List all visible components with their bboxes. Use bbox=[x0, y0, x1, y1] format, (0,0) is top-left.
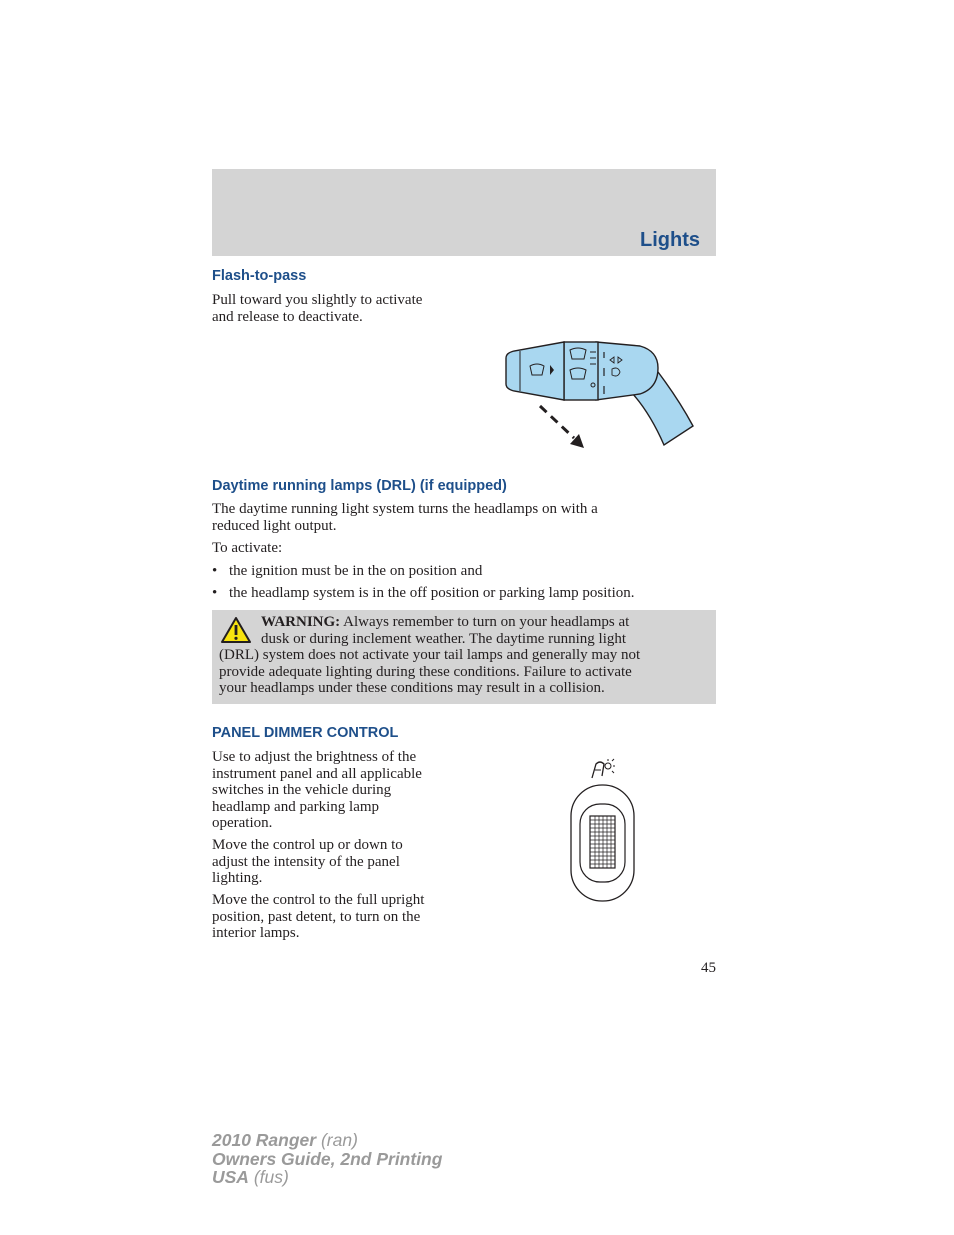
warning-label: WARNING: bbox=[261, 614, 341, 630]
panel-dimmer-text-3 bbox=[212, 892, 424, 942]
text-line: (DRL) system does not activate your tail lamps and generally may not bbox=[219, 647, 641, 664]
text-line: adjust the intensity of the panel bbox=[212, 853, 400, 870]
panel-dimmer-wheel-illustration bbox=[566, 756, 640, 906]
text-line: reduced light output. bbox=[212, 517, 337, 534]
text-line: instrument panel and all applicable bbox=[212, 765, 422, 782]
flash-to-pass-heading: Flash-to-pass bbox=[212, 268, 307, 284]
drl-heading: Daytime running lamps (DRL) (if equipped) bbox=[212, 478, 507, 494]
text-line: position, past detent, to turn on the bbox=[212, 908, 421, 925]
dimmer-light-icon bbox=[592, 759, 615, 778]
panel-dimmer-text-2 bbox=[212, 837, 403, 887]
text-line: headlamp and parking lamp bbox=[212, 798, 380, 815]
text-line: Use to adjust the brightness of the bbox=[212, 749, 417, 765]
text-line: Pull toward you slightly to activate bbox=[212, 292, 423, 308]
text-line: your headlamps under these conditions may result in a collision. bbox=[219, 680, 605, 697]
pull-arrow-icon bbox=[540, 406, 584, 448]
text-line: WARNING: Always remember to turn on your headlamps at bbox=[261, 614, 630, 630]
flash-to-pass-text bbox=[212, 292, 422, 325]
list-item: • the ignition must be in the on position and bbox=[212, 563, 483, 579]
text-line: lighting. bbox=[212, 870, 263, 886]
text-line: switches in the vehicle during bbox=[212, 782, 392, 798]
multifunction-stalk-illustration bbox=[500, 338, 700, 453]
text-line: interior lamps. bbox=[212, 925, 300, 941]
footer-line: USA (fus) bbox=[212, 1167, 289, 1187]
text-line: dusk or during inclement weather. The daytime running light bbox=[261, 630, 627, 647]
page-number: 45 bbox=[701, 960, 716, 976]
text-line: provide adequate lighting during these conditions. Failure to activate bbox=[219, 663, 632, 680]
footer-line: 2010 Ranger (ran) bbox=[212, 1130, 358, 1150]
section-title: Lights bbox=[640, 229, 700, 251]
drl-activate-label: To activate: bbox=[212, 540, 283, 556]
text-line: Move the control up or down to bbox=[212, 837, 403, 853]
footer-line: Owners Guide, 2nd Printing bbox=[212, 1148, 443, 1169]
warning-text bbox=[219, 614, 709, 697]
text-line: Move the control to the full upright bbox=[212, 892, 425, 908]
section-header-band bbox=[212, 169, 716, 256]
panel-dimmer-text-1 bbox=[212, 749, 422, 832]
text-line: The daytime running light system turns the headlamps on with a bbox=[212, 501, 598, 517]
text-line: operation. bbox=[212, 815, 273, 831]
panel-dimmer-heading: PANEL DIMMER CONTROL bbox=[212, 725, 399, 741]
list-item: • the headlamp system is in the off position or parking lamp position. bbox=[212, 585, 635, 601]
footer bbox=[212, 1131, 442, 1187]
warning-box bbox=[212, 610, 716, 704]
drl-description bbox=[212, 501, 598, 534]
text-line: and release to deactivate. bbox=[212, 308, 363, 325]
